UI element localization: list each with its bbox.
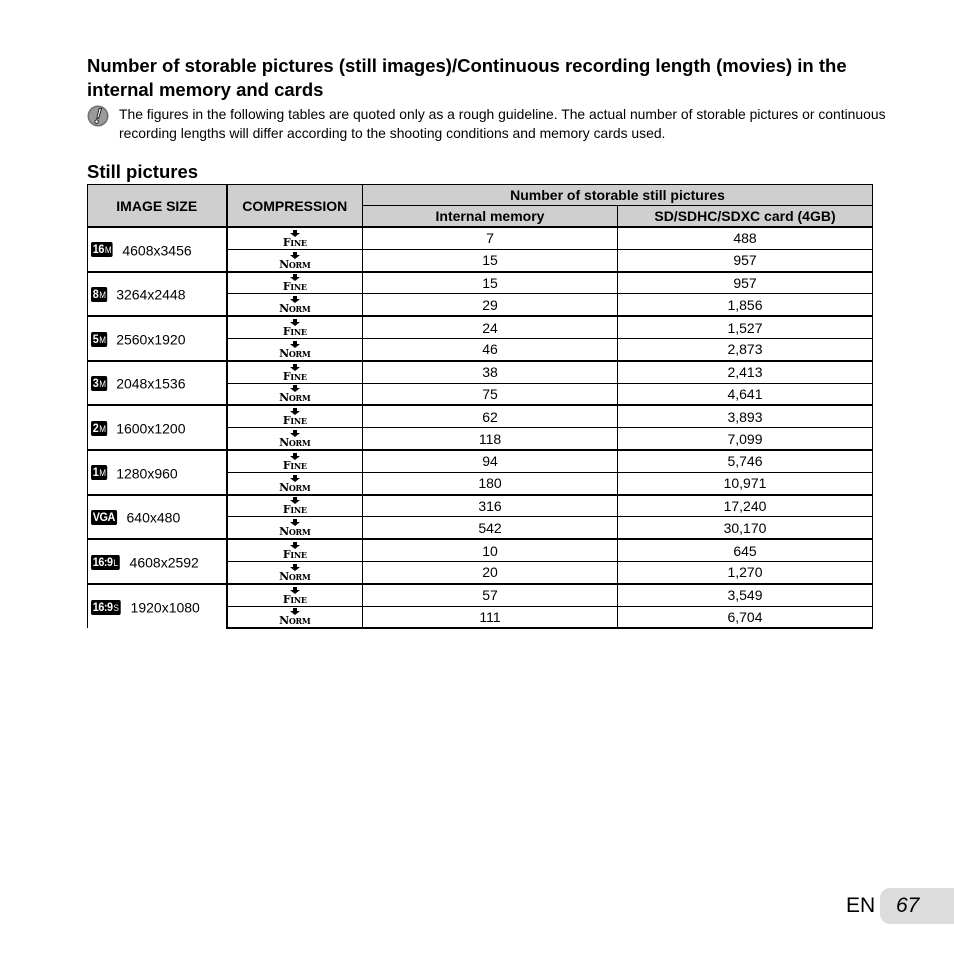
compression-cell: [227, 361, 363, 383]
card-value: 17,240: [618, 495, 873, 517]
card-value: 5,746: [618, 450, 873, 472]
card-value: 7,099: [618, 428, 873, 450]
internal-memory-value: 180: [363, 472, 618, 494]
card-value: 957: [618, 272, 873, 294]
compression-cell: [227, 272, 363, 294]
card-value: 1,270: [618, 561, 873, 583]
internal-memory-value: 20: [363, 561, 618, 583]
image-size-cell: [88, 405, 227, 450]
compression-cell: [227, 294, 363, 316]
image-size-value: 4608x3456: [122, 241, 192, 258]
compression-cell: [227, 428, 363, 450]
page-number: 67: [880, 888, 954, 924]
compression-cell: [227, 495, 363, 517]
image-size-cell: [88, 227, 227, 272]
size-2m-icon: 2M: [92, 420, 106, 435]
internal-memory-value: 316: [363, 495, 618, 517]
size-1m-icon: 1M: [92, 465, 106, 480]
fine-quality-icon: FINE: [283, 587, 307, 606]
card-value: 3,893: [618, 405, 873, 427]
internal-memory-value: 15: [363, 272, 618, 294]
fine-quality-icon: FINE: [283, 497, 307, 516]
internal-memory-value: 10: [363, 539, 618, 561]
fine-quality-icon: FINE: [283, 408, 307, 427]
image-size-value: 2560x1920: [116, 331, 186, 348]
image-size-cell: [88, 361, 227, 406]
size-169l-icon: 16:9L: [92, 554, 118, 569]
internal-memory-value: 94: [363, 450, 618, 472]
image-size-cell: [88, 584, 227, 629]
compression-cell: [227, 338, 363, 360]
image-size-value: 1280x960: [116, 464, 178, 481]
header-card: SD/SDHC/SDXC card (4GB): [618, 206, 873, 228]
card-value: 1,856: [618, 294, 873, 316]
image-size-value: 1920x1080: [130, 599, 200, 616]
table-row: [88, 361, 873, 383]
image-size-value: 4608x2592: [129, 554, 199, 571]
compression-cell: [227, 472, 363, 494]
normal-quality-icon: NORM: [279, 564, 310, 583]
internal-memory-value: 46: [363, 338, 618, 360]
card-value: 2,873: [618, 338, 873, 360]
compression-cell: [227, 561, 363, 583]
compression-cell: [227, 517, 363, 539]
image-size-value: 2048x1536: [116, 375, 186, 392]
internal-memory-value: 118: [363, 428, 618, 450]
size-3m-icon: 3M: [92, 376, 106, 391]
table-row: [88, 584, 873, 606]
compression-cell: [227, 249, 363, 271]
compression-cell: [227, 584, 363, 606]
internal-memory-value: 15: [363, 249, 618, 271]
normal-quality-icon: NORM: [279, 341, 310, 360]
fine-quality-icon: FINE: [283, 319, 307, 338]
internal-memory-value: 75: [363, 383, 618, 405]
page-heading: Number of storable pictures (still images)/Continuous recording length (movies) in the internal memory and cards: [87, 55, 847, 100]
table-row: [88, 539, 873, 561]
table-row: [88, 227, 873, 249]
card-value: 645: [618, 539, 873, 561]
image-size-cell: [88, 450, 227, 495]
table-row: [88, 405, 873, 427]
card-value: 2,413: [618, 361, 873, 383]
card-value: 6,704: [618, 606, 873, 628]
internal-memory-value: 62: [363, 405, 618, 427]
compression-cell: [227, 227, 363, 249]
image-size-cell: [88, 539, 227, 584]
card-value: 3,549: [618, 584, 873, 606]
compression-cell: [227, 606, 363, 628]
normal-quality-icon: NORM: [279, 475, 310, 494]
size-16m-icon: 16M: [92, 242, 112, 257]
size-8m-icon: 8M: [92, 287, 106, 302]
fine-quality-icon: FINE: [283, 274, 307, 293]
card-value: 488: [618, 227, 873, 249]
normal-quality-icon: NORM: [279, 519, 310, 538]
header-compression: COMPRESSION: [227, 185, 363, 228]
size-169s-icon: 16:9S: [92, 599, 119, 614]
image-size-value: 1600x1200: [116, 420, 186, 437]
caution-note: [87, 105, 902, 142]
internal-memory-value: 57: [363, 584, 618, 606]
still-pictures-table: [87, 184, 873, 629]
compression-cell: [227, 405, 363, 427]
card-value: 957: [618, 249, 873, 271]
image-size-value: 3264x2448: [116, 286, 186, 303]
normal-quality-icon: NORM: [279, 385, 310, 404]
internal-memory-value: 542: [363, 517, 618, 539]
normal-quality-icon: NORM: [279, 608, 310, 627]
header-internal-memory: Internal memory: [363, 206, 618, 228]
caution-text: The figures in the following tables are quoted only as a rough guideline. The actual number of storable pictures or continuous recording lengths will differ according to the shooting conditions and memory cards used.: [119, 106, 886, 141]
section-title: Still pictures: [87, 161, 199, 182]
card-value: 10,971: [618, 472, 873, 494]
image-size-cell: [88, 495, 227, 540]
internal-memory-value: 7: [363, 227, 618, 249]
size-5m-icon: 5M: [92, 331, 106, 346]
card-value: 1,527: [618, 316, 873, 338]
card-value: 4,641: [618, 383, 873, 405]
size-vga-icon: VGA: [92, 510, 115, 524]
internal-memory-value: 24: [363, 316, 618, 338]
image-size-value: 640x480: [126, 509, 181, 526]
language-label: EN: [846, 894, 876, 917]
card-value: 30,170: [618, 517, 873, 539]
image-size-cell: [88, 272, 227, 317]
table-row: [88, 450, 873, 472]
internal-memory-value: 29: [363, 294, 618, 316]
fine-quality-icon: FINE: [283, 542, 307, 561]
compression-cell: [227, 450, 363, 472]
internal-memory-value: 111: [363, 606, 618, 628]
table-row: [88, 316, 873, 338]
fine-quality-icon: FINE: [283, 364, 307, 383]
header-storable-group: Number of storable still pictures: [363, 185, 873, 206]
compression-cell: [227, 539, 363, 561]
normal-quality-icon: NORM: [279, 252, 310, 271]
page-footer: [842, 888, 954, 924]
table-body: [88, 227, 873, 628]
header-image-size: IMAGE SIZE: [88, 185, 227, 228]
internal-memory-value: 38: [363, 361, 618, 383]
normal-quality-icon: NORM: [279, 430, 310, 449]
table-row: [88, 272, 873, 294]
fine-quality-icon: FINE: [283, 453, 307, 472]
caution-icon: [87, 105, 109, 127]
compression-cell: [227, 316, 363, 338]
normal-quality-icon: NORM: [279, 296, 310, 315]
table-row: [88, 495, 873, 517]
compression-cell: [227, 383, 363, 405]
image-size-cell: [88, 316, 227, 361]
fine-quality-icon: FINE: [283, 230, 307, 249]
